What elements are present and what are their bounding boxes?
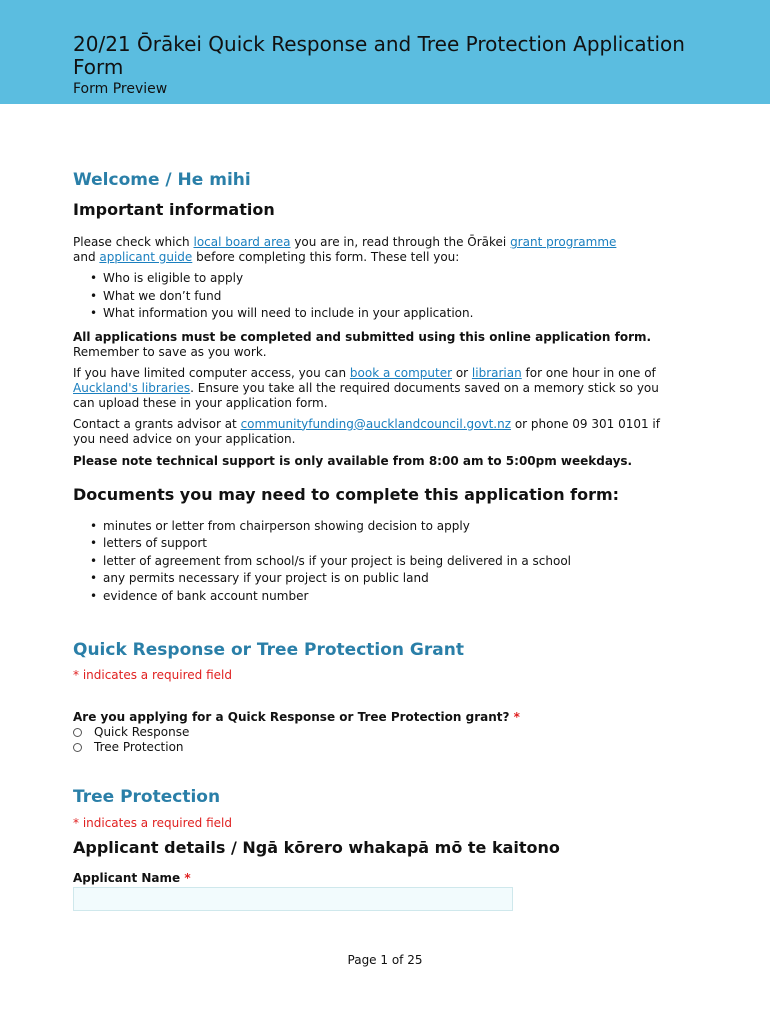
access-text-2: or [452, 365, 472, 380]
tree-protection-label: Tree Protection [94, 740, 184, 754]
list-item: • evidence of bank account number [73, 588, 683, 606]
computer-access-paragraph [73, 366, 683, 411]
librarian-link[interactable]: librarian [471, 365, 522, 380]
grant-section-heading: Quick Response or Tree Protection Grant [73, 640, 464, 660]
auckland-libraries-link[interactable]: Auckland's libraries [73, 380, 191, 395]
tree-protection-heading: Tree Protection [73, 787, 221, 807]
list-item: • What information you will need to include in your application. [73, 305, 683, 323]
intro-text-2: you are in, read through the Ōrākei [290, 235, 511, 249]
eligibility-list [73, 270, 683, 323]
form-subtitle: Form Preview [73, 81, 168, 97]
list-item: • What we don’t fund [73, 288, 683, 306]
local-board-area-link[interactable]: local board area [193, 235, 291, 249]
required-field-note: * indicates a required field [73, 816, 232, 830]
intro-text-1: Please check which [73, 235, 194, 249]
applicant-guide-link[interactable]: applicant guide [99, 250, 193, 264]
contact-text-2: or phone 09 301 0101 if you need advice on your application. [73, 416, 660, 446]
access-text-3: for one hour in one of [521, 365, 656, 380]
intro-text-3: and [73, 250, 100, 264]
required-field-note: * indicates a required field [73, 668, 232, 682]
tree-protection-radio[interactable] [73, 743, 82, 752]
radio-option-quick-response[interactable] [73, 725, 683, 740]
applicant-name-label-text: Applicant Name [73, 871, 181, 885]
online-application-note [73, 330, 683, 360]
list-item: • minutes or letter from chairperson showing decision to apply [73, 518, 683, 536]
quick-response-radio[interactable] [73, 728, 82, 737]
required-asterisk: * [180, 871, 191, 885]
documents-list [73, 518, 683, 606]
tech-support-note: Please note technical support is only available from 8:00 am to 5:00pm weekdays. [73, 453, 633, 468]
page-number: Page 1 of 25 [347, 953, 423, 967]
quick-response-label: Quick Response [94, 725, 190, 739]
grant-type-question-text: Are you applying for a Quick Response or Tree Protection grant? [73, 710, 510, 724]
grant-programme-link[interactable]: grant programme [510, 235, 617, 249]
grant-type-question [73, 710, 683, 725]
intro-paragraph [73, 235, 683, 265]
documents-heading: Documents you may need to complete this application form: [73, 484, 620, 504]
intro-text-4: before completing this form. These tell you: [192, 250, 460, 264]
access-text-1: If you have limited computer access, you can [73, 365, 350, 380]
list-item: • letter of agreement from school/s if your project is being delivered in a school [73, 553, 683, 571]
access-text-4: . Ensure you take all the required documents saved on a memory stick so you can upload these in your application form. [73, 380, 659, 410]
book-computer-link[interactable]: book a computer [349, 365, 453, 380]
contact-paragraph [73, 417, 683, 447]
form-content [73, 170, 683, 911]
save-reminder: Remember to save as you work. [73, 344, 267, 359]
contact-text-1: Contact a grants advisor at [73, 416, 241, 431]
radio-option-tree-protection[interactable] [73, 740, 683, 755]
applicant-details-heading: Applicant details / Ngā kōrero whakapā mō te kaitono [73, 838, 560, 857]
page-header [0, 0, 770, 104]
list-item: • letters of support [73, 535, 683, 553]
list-item: • Who is eligible to apply [73, 270, 683, 288]
list-item: • any permits necessary if your project is on public land [73, 570, 683, 588]
online-application-bold: All applications must be completed and submitted using this online application form. [73, 329, 652, 344]
applicant-name-input[interactable] [73, 887, 513, 911]
welcome-heading: Welcome / He mihi [73, 170, 251, 190]
form-title: 20/21 Ōrākei Quick Response and Tree Protection Application Form [73, 32, 685, 79]
important-info-heading: Important information [73, 200, 275, 219]
email-link[interactable]: communityfunding@aucklandcouncil.govt.nz [240, 416, 511, 431]
applicant-name-label [73, 871, 683, 886]
required-asterisk: * [509, 710, 520, 724]
